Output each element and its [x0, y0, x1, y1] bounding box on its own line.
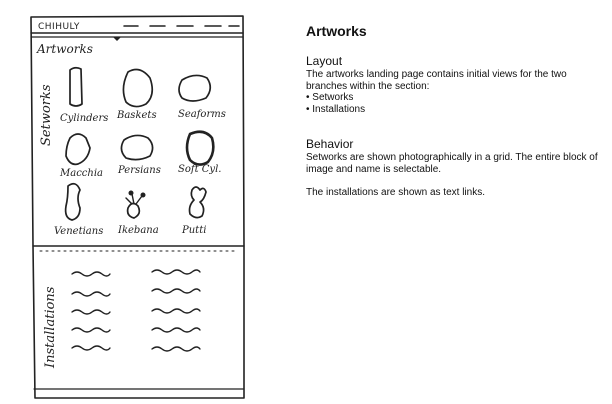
- installation-link[interactable]: [72, 272, 110, 276]
- setwork-tile[interactable]: [117, 135, 161, 176]
- installation-link[interactable]: [152, 347, 200, 351]
- setwork-label: Putti: [182, 225, 207, 236]
- setwork-tile[interactable]: [116, 70, 157, 121]
- installation-link[interactable]: [72, 328, 110, 332]
- installation-link[interactable]: [152, 309, 200, 313]
- setwork-tile[interactable]: [60, 68, 108, 124]
- installations-label: Installations: [43, 286, 58, 368]
- wireframe-sketch: [0, 0, 260, 404]
- installation-link[interactable]: [152, 270, 200, 274]
- layout-heading: Layout: [306, 54, 343, 68]
- setwork-label: Soft Cyl.: [178, 164, 222, 175]
- sketch-frame: [31, 16, 244, 398]
- installation-link[interactable]: [72, 310, 110, 314]
- behavior-heading: Behavior: [306, 137, 354, 151]
- installation-link[interactable]: [152, 289, 200, 293]
- persian-sketch-icon: [121, 135, 152, 159]
- section-title: Artworks: [37, 42, 93, 56]
- installation-link[interactable]: [72, 346, 110, 350]
- setwork-label: Persians: [118, 165, 161, 176]
- ikebana-sketch-icon: [126, 191, 146, 219]
- installation-link[interactable]: [72, 292, 110, 296]
- macchia-sketch-icon: [66, 134, 90, 164]
- behavior-note: The installations are shown as text links.: [306, 187, 485, 198]
- setwork-tile[interactable]: [117, 191, 159, 237]
- layout-list-item: • Installations: [306, 104, 602, 116]
- site-logo[interactable]: CHIHULY: [38, 22, 80, 32]
- setwork-tile[interactable]: [54, 184, 103, 237]
- setwork-label: Ikebana: [118, 225, 159, 236]
- annotation-panel: [306, 22, 602, 199]
- setwork-tile[interactable]: [178, 132, 221, 175]
- putti-sketch-icon: [190, 187, 207, 218]
- setwork-label: Venetians: [54, 226, 104, 237]
- setwork-label: Seaforms: [178, 109, 226, 120]
- soft-cylinder-sketch-icon: [187, 132, 213, 165]
- layout-description: The artworks landing page contains initial views for the two branches within the section:: [306, 69, 567, 92]
- seaform-sketch-icon: [179, 75, 210, 101]
- setwork-label: Baskets: [117, 110, 157, 121]
- basket-sketch-icon: [123, 70, 152, 107]
- setwork-tile[interactable]: [59, 134, 103, 179]
- installation-link[interactable]: [152, 328, 200, 332]
- annotation-title: Artworks: [306, 23, 367, 39]
- setwork-tile[interactable]: [181, 187, 206, 236]
- setwork-tile[interactable]: [178, 75, 226, 120]
- setwork-label: Cylinders: [60, 113, 109, 124]
- layout-list-item: • Setworks: [306, 92, 602, 104]
- venetian-sketch-icon: [66, 184, 80, 220]
- setworks-label: Setworks: [39, 84, 54, 146]
- layout-list: [306, 92, 602, 115]
- behavior-description: Setworks are shown photographically in a grid. The entire block of image and name is selectable.: [306, 152, 598, 175]
- setwork-label: Macchia: [60, 168, 104, 179]
- cylinder-sketch-icon: [70, 68, 82, 106]
- installation-links: [72, 270, 200, 351]
